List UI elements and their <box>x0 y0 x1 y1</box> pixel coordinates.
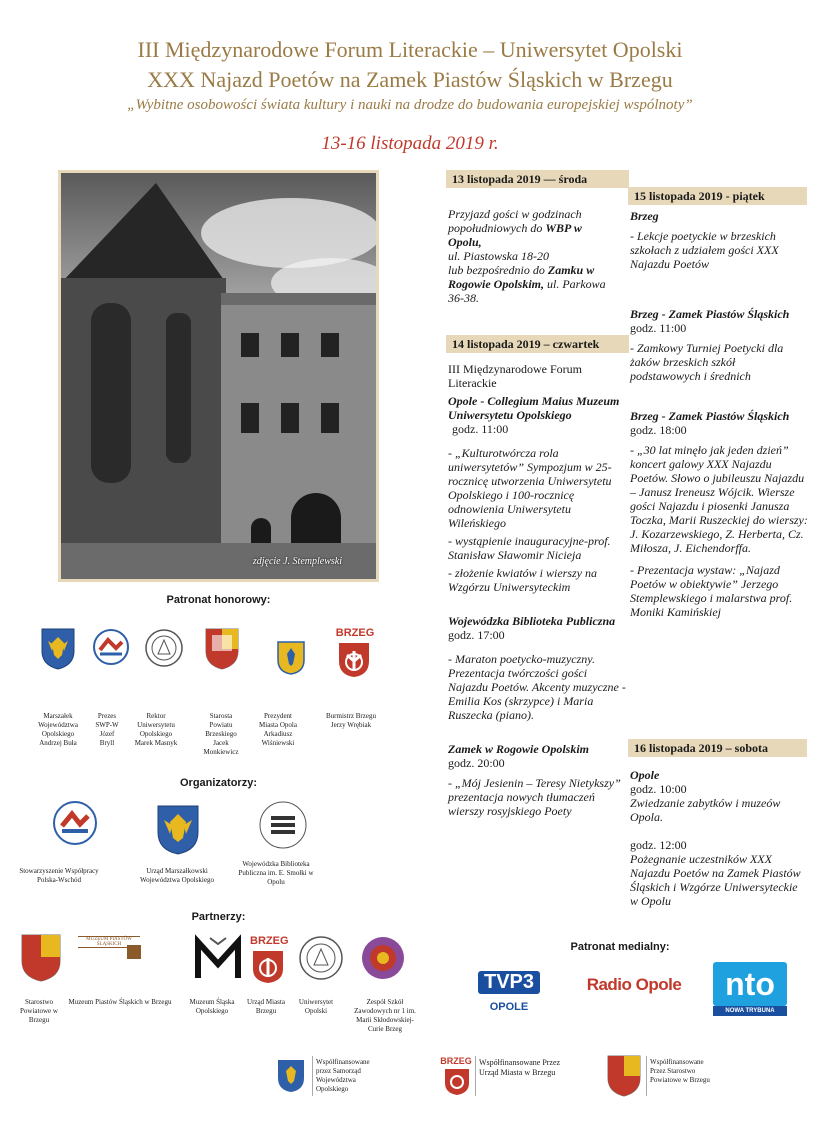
patronage-title: Patronat honorowy: <box>166 594 271 606</box>
day-14-forum: III Międzynarodowe Forum Literackie <box>448 362 582 390</box>
day-14-location-2: Wojewódzka Biblioteka Publiczna <box>448 614 616 628</box>
day-16-time-2: godz. 12:00 <box>630 838 687 852</box>
patronage-caption-4: Starosta Powiatu Brzeskiego Jacek Monkiewicz <box>203 712 239 756</box>
day-14-event-1: - „Kulturotwórcza rola uniwersytetów” Sympozjum w 25-rocznicę utworzenia Uniwersytetu Opolskiego i 100-rocznicę odnowienia Uniwersytetu Wileńskiego <box>448 446 612 530</box>
tvp3-logo <box>470 967 548 997</box>
event-dates: 13-16 listopada 2019 r. <box>321 133 499 154</box>
day-14-content <box>448 362 626 822</box>
day-14-event-3: - złożenie kwiatów i wierszy na Wzgórzu Uniwersyteckim <box>448 566 597 594</box>
day-14-time-1: godz. 11:00 <box>452 422 509 436</box>
radio-opole-logo: Radio Opole <box>586 975 682 994</box>
partner-caption-3: Muzeum Śląska Opolskiego <box>189 998 235 1015</box>
partner-caption-2: Muzeum Piastów Śląskich w Brzegu <box>68 998 172 1006</box>
university-seal-icon <box>144 628 184 668</box>
day-16-event-1: Zwiedzanie zabytków i muzeów Opola. <box>630 796 781 824</box>
patronage-caption-6: Burmistrz Brzegu Jerzy Wrębiak <box>326 712 376 729</box>
museum-emblem-icon <box>126 944 142 960</box>
day-13-text-2: ul. Piastowska 18-20 <box>448 249 549 263</box>
opolskie-organizer-shield-icon <box>156 804 200 856</box>
title-line-2: XXX Najazd Poetów na Zamek Piastów Śląskich w Brzegu <box>147 67 673 92</box>
day-15-time-2: godz. 11:00 <box>630 321 687 335</box>
patronage-caption-5: Prezydent Miasta Opola Arkadiusz Wiśniewski <box>259 712 297 747</box>
day-15-header: 15 listopada 2019 - piątek <box>628 187 807 205</box>
tvp3-label: TVP3 <box>478 971 540 994</box>
opole-city-shield-icon <box>276 640 306 676</box>
patronage-caption-2: Prezes SWP-W Józef Bryll <box>95 712 119 747</box>
day-13-venue-2: Zamku w Rogowie Opolskim, <box>448 263 595 291</box>
cofinance-divider-3 <box>646 1056 647 1096</box>
cofinance-caption-3: Współfinansowane Przez Starostwo Powiatowe w Brzegu <box>650 1058 710 1084</box>
day-16-header: 16 listopada 2019 – sobota <box>628 739 807 757</box>
day-14-event-5: - „Mój Jesienin – Teresy Nietykszy” prezentacja nowych tłumaczeń wierszy rosyjskiego Poety <box>448 776 621 818</box>
partner-caption-6: Zespół Szkół Zawodowych nr 1 im. Marii Skłodowskiej-Curie Brzeg <box>354 998 416 1033</box>
day-15-location-3: Brzeg - Zamek Piastów Śląskich <box>630 409 790 423</box>
day-15-event-1: - Lekcje poetyckie w brzeskich szkołach z udziałem gości XXX Najazdu Poetów <box>630 229 779 271</box>
media-title: Patronat medialny: <box>570 941 670 953</box>
urzad-brzeg-shield-icon <box>251 949 285 985</box>
day-14-time-3: godz. 20:00 <box>448 756 505 770</box>
tvp3-sub: OPOLE <box>489 1001 529 1013</box>
day-16-content <box>630 768 808 912</box>
uniwersytet-seal-icon <box>298 935 344 981</box>
day-13-text-4: ul. Parkowa 36-38. <box>448 277 606 305</box>
patronage-caption-1: Marszałek Województwa Opolskiego Andrzej Buła <box>38 712 78 747</box>
swp-w-organizer-logo-icon <box>52 800 98 846</box>
partner-caption-4: Urząd Miasta Brzegu <box>247 998 285 1015</box>
cofinance-opolskie-shield-icon <box>276 1058 306 1094</box>
day-13-text-1: Przyjazd gości w godzinach popołudniowych do <box>448 207 582 235</box>
day-13-text-3: lub bezpośrednio do <box>448 263 548 277</box>
school-logo-icon <box>360 935 406 981</box>
day-15-event-4: - Prezentacja wystaw: „Najazd Poetów w obiektywie” Jerzego Stemplewskiego i malarstwa prof. Moniki Kamińskiej <box>630 563 793 619</box>
day-15-content <box>630 209 808 623</box>
title-line-1: III Międzynarodowe Forum Literackie – Uniwersytet Opolski <box>137 37 683 62</box>
castle-illustration <box>61 173 376 579</box>
organizer-caption-3: Wojewódzka Biblioteka Publiczna im. E. Smołki w Opolu <box>238 860 314 886</box>
cofinance-caption-2: Współfinansowane Przez Urząd Miasta w Brzegu <box>479 1058 561 1077</box>
castle-photo <box>58 170 379 582</box>
day-15-location-1: Brzeg <box>630 209 659 223</box>
cofinance-starostwo-shield-icon <box>606 1054 642 1098</box>
partner-caption-1: Starostwo Powiatowe w Brzegu <box>20 998 58 1024</box>
day-14-event-4: - Maraton poetycko-muzyczny. Prezentacja twórczości gości Najazdu Poetów. Akcenty muzyczne - Emilia Kos (skrzypce) i Maria Ruszecka (piano). <box>448 652 626 722</box>
brzeg-label: BRZEG <box>335 627 375 639</box>
subtitle: „Wybitne osobowości świata kultury i nauki na drodze do budowania europejskiej wspólnoty” <box>127 97 693 113</box>
swp-w-logo-icon <box>92 628 130 666</box>
day-13-venue-1: WBP w Opolu, <box>448 221 582 249</box>
day-16-location-1: Opole <box>630 768 660 782</box>
day-16-time-1: godz. 10:00 <box>630 782 687 796</box>
day-14-header: 14 listopada 2019 – czwartek <box>446 335 629 353</box>
day-13-content <box>448 207 614 305</box>
museum-label: MUZEUM PIASTÓW ŚLĄSKICH <box>78 936 140 948</box>
organizers-title: Organizatorzy: <box>179 777 257 789</box>
day-14-location-3: Zamek w Rogowie Opolskim <box>448 742 589 756</box>
starostwo-shield-icon <box>20 933 62 983</box>
day-14-location-1: Opole - Collegium Maius Muzeum Uniwersytetu Opolskiego <box>448 394 620 422</box>
day-15-event-2: - Zamkowy Turniej Poetycki dla żaków brzeskich szkół podstawowych i średnich <box>630 341 784 383</box>
day-14-event-2: - wystąpienie inauguracyjne-prof. Stanisław Sławomir Nicieja <box>448 534 611 562</box>
nto-logo: nto <box>713 962 787 1006</box>
partners-title: Partnerzy: <box>191 911 246 923</box>
muzeum-slaska-logo-icon <box>194 934 242 980</box>
brzeg-county-shield-icon <box>204 627 240 671</box>
day-16-event-2: Pożegnanie uczestników XXX Najazdu Poetów na Zamek Piastów Śląskich i Wzgórze Uniwersyteckie w Opolu <box>630 852 801 908</box>
partners-brzeg-label: BRZEG <box>250 935 289 947</box>
day-15-event-3: - „30 lat minęło jak jeden dzień” koncert galowy XXX Najazdu Poetów. Słowo o jubileuszu Najazdu – Janusz Ireneusz Wójcik. Wiersze gości Najazdu i piosenki Janusza Toczka, Marii Ruszeckiej do wierszy: J. Kozarzewskiego, Z. Herberta, Cz. Miłosza, J. Eichendorffa. <box>630 443 808 555</box>
organizer-caption-1: Stowarzyszenie Współpracy Polska-Wschód <box>19 867 99 884</box>
patronage-caption-3: Rektor Uniwersytetu Opolskiego Marek Masnyk <box>134 712 178 747</box>
day-14-time-2: godz. 17:00 <box>448 628 505 642</box>
day-15-location-2: Brzeg - Zamek Piastów Śląskich <box>630 307 790 321</box>
cofinance-caption-1: Współfinansowane przez Samorząd Województwa Opolskiego <box>316 1058 370 1093</box>
cofinance-brzeg-label: BRZEG <box>440 1056 472 1066</box>
photo-credit: zdjęcie J. Stemplewski <box>252 556 342 567</box>
brzeg-city-shield-icon <box>337 641 371 679</box>
organizer-caption-2: Urząd Marszałkowski Województwa Opolskiego <box>140 867 214 884</box>
cofinance-divider-2 <box>475 1056 476 1096</box>
library-logo-icon <box>258 800 308 850</box>
day-15-time-3: godz. 18:00 <box>630 423 687 437</box>
cofinance-divider-1 <box>312 1056 313 1096</box>
cofinance-brzeg-shield-icon <box>443 1067 471 1097</box>
partner-caption-5: Uniwersytet Opolski <box>298 998 334 1015</box>
nto-sub: NOWA TRYBUNA OPOLSKA <box>713 1006 787 1016</box>
day-13-header: 13 listopada 2019 — środa <box>446 170 629 188</box>
opolskie-shield-icon <box>40 627 76 671</box>
